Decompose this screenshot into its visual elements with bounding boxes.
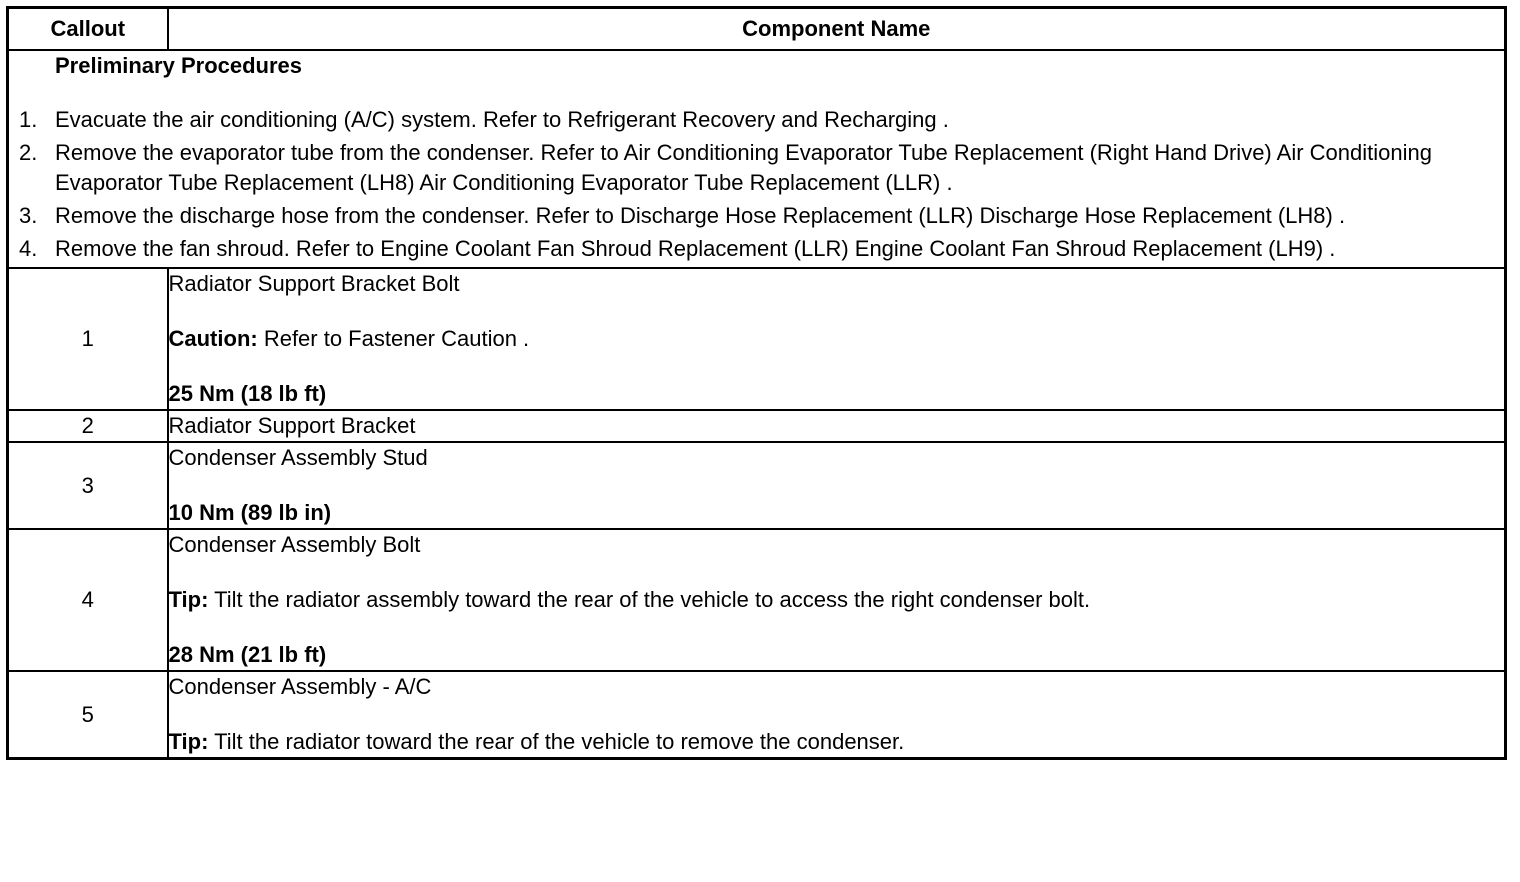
step-text: Remove the evaporator tube from the condenser. Refer to Air Conditioning Evaporator Tube Replacement (Right Hand Drive) Air Conditioning Evaporator Tube Replacement (LH8) Air Conditioning Evaporator Tube Replacement (LLR) . (55, 140, 1432, 195)
tip-text: Tilt the radiator toward the rear of the vehicle to remove the condenser. (208, 729, 905, 754)
callout-cell: 3 (8, 442, 168, 529)
table-row (8, 268, 1506, 410)
component-cell (168, 442, 1506, 529)
caution-note (169, 324, 1505, 354)
preliminary-row (8, 50, 1506, 268)
table-row (8, 529, 1506, 671)
header-row (8, 8, 1506, 51)
preliminary-steps (9, 105, 1504, 264)
tip-note (169, 585, 1505, 615)
caution-text: Refer to Fastener Caution . (257, 326, 530, 351)
callout-header: Callout (8, 8, 168, 51)
tip-note (169, 727, 1505, 757)
step-number: 1. (19, 107, 38, 132)
list-item (9, 234, 1504, 264)
component-cell (168, 410, 1506, 442)
caution-label: Caution: (168, 326, 258, 351)
tip-label: Tip: (168, 729, 209, 754)
preliminary-title: Preliminary Procedures (55, 53, 303, 78)
component-name: Condenser Assembly Stud (168, 445, 428, 470)
list-item (9, 138, 1504, 198)
table-row (8, 671, 1506, 759)
step-number: 3. (19, 203, 38, 228)
component-name: Radiator Support Bracket Bolt (168, 271, 460, 296)
component-cell (168, 671, 1506, 759)
procedure-table (6, 6, 1507, 760)
torque-spec: 10 Nm (89 lb in) (168, 500, 332, 525)
list-item (9, 201, 1504, 231)
tip-text: Tilt the radiator assembly toward the rear of the vehicle to access the right condenser bolt. (208, 587, 1091, 612)
step-text: Remove the discharge hose from the condenser. Refer to Discharge Hose Replacement (LLR) Discharge Hose Replacement (LH8) . (55, 203, 1346, 228)
component-cell (168, 529, 1506, 671)
component-name: Condenser Assembly - A/C (168, 674, 432, 699)
table-row (8, 442, 1506, 529)
component-name: Condenser Assembly Bolt (168, 532, 421, 557)
step-text: Evacuate the air conditioning (A/C) system. Refer to Refrigerant Recovery and Recharging . (55, 107, 949, 132)
callout-cell: 5 (8, 671, 168, 759)
preliminary-procedures (8, 50, 1506, 268)
table-row (8, 410, 1506, 442)
component-name-header: Component Name (168, 8, 1506, 51)
torque-spec: 28 Nm (21 lb ft) (168, 642, 327, 667)
step-number: 2. (19, 140, 38, 165)
list-item (9, 105, 1504, 135)
tip-label: Tip: (168, 587, 209, 612)
callout-cell: 4 (8, 529, 168, 671)
component-name: Radiator Support Bracket (168, 413, 416, 438)
callout-cell: 1 (8, 268, 168, 410)
component-cell (168, 268, 1506, 410)
step-number: 4. (19, 236, 38, 261)
torque-spec: 25 Nm (18 lb ft) (168, 381, 327, 406)
callout-cell: 2 (8, 410, 168, 442)
step-text: Remove the fan shroud. Refer to Engine Coolant Fan Shroud Replacement (LLR) Engine Coolant Fan Shroud Replacement (LH9) . (55, 236, 1336, 261)
